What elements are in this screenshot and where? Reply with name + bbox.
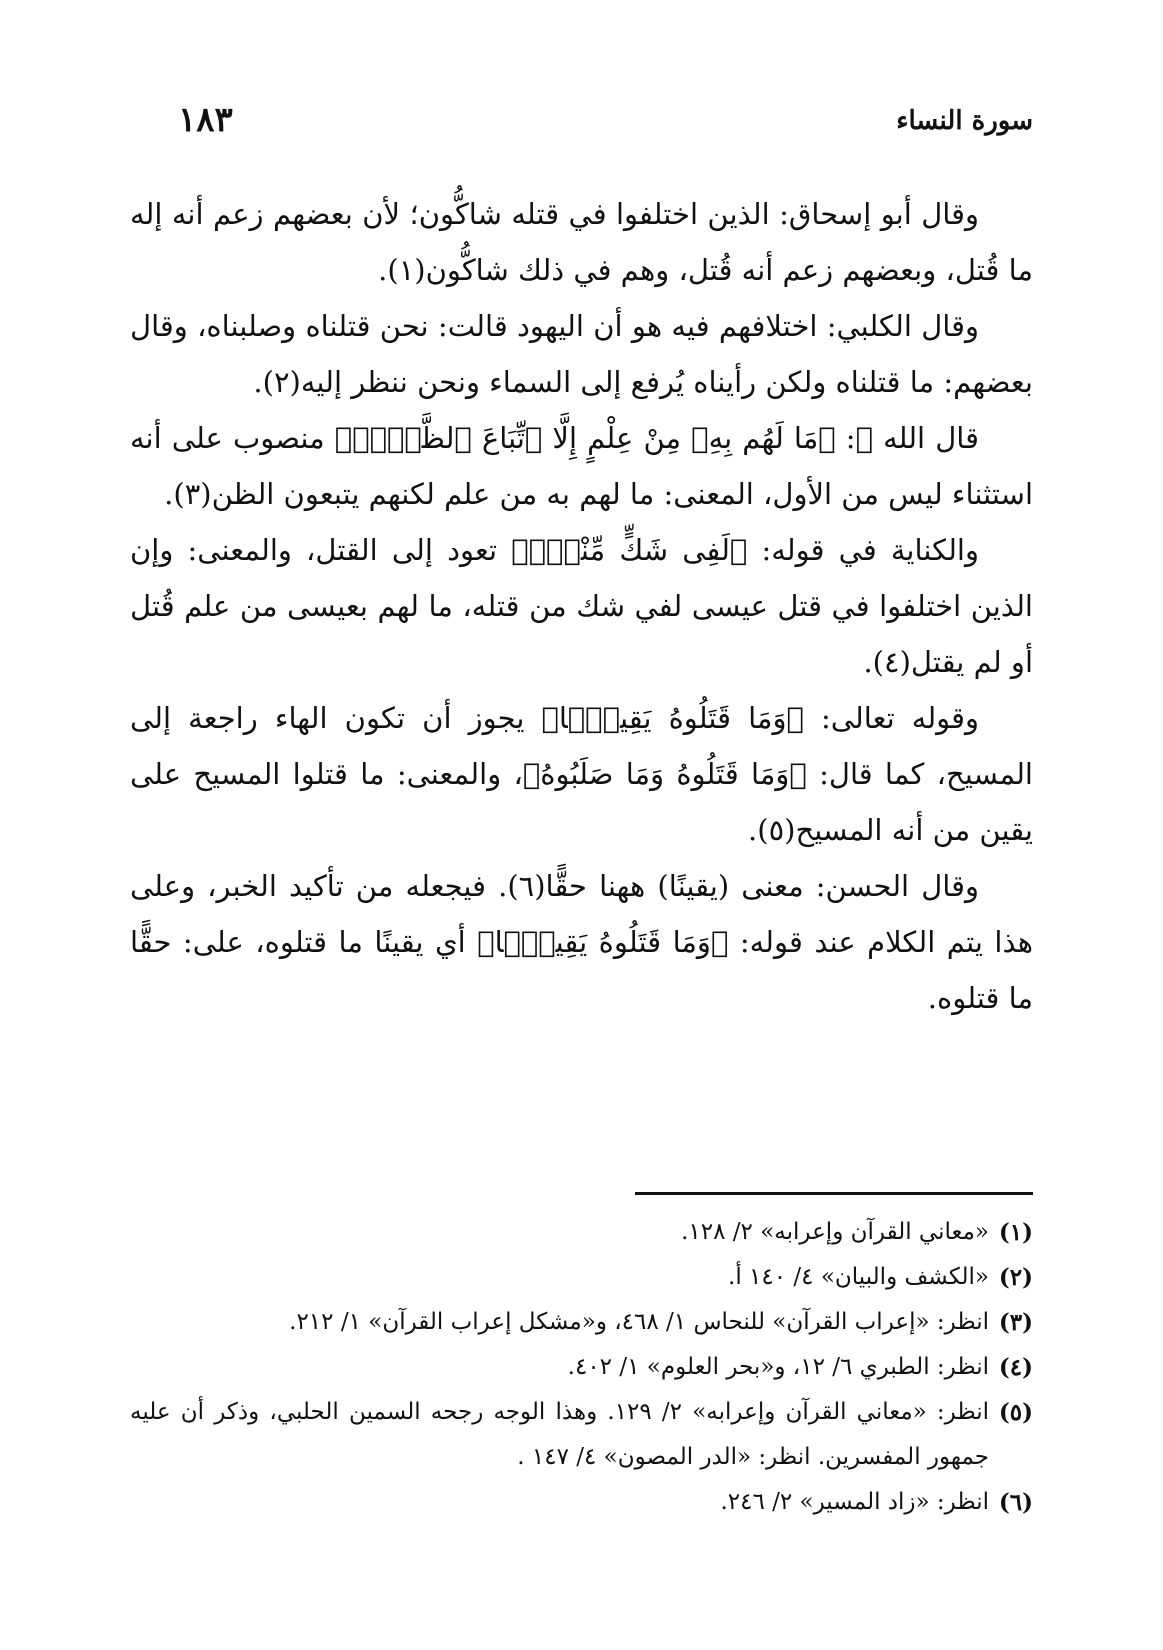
footnote [130,1480,1033,1525]
footnote-number: (١) [998,1219,1033,1246]
footnote-number: (٤) [998,1354,1033,1381]
footnote-number: (٣) [998,1309,1033,1336]
running-title: سورة النساء [896,106,1033,136]
footnote-text: انظر: «معاني القرآن وإعرابه» ٢/ ١٢٩. وهذا الوجه رجحه السمين الحلبي، وذكر أن عليه جمهور المفسرين. انظر: «الدر المصون» ٤/ ١٤٧ . [130,1399,990,1470]
main-text [130,186,1033,1026]
paragraph: وقال الحسن: معنى (يقينًا) ههنا حقًّا(٦). فيجعله من تأكيد الخبر، وعلى هذا يتم الكلام عند قوله: ﴿وَمَا قَتَلُوهُ يَقِينًۢا﴾ أي يقينًا ما قتلوه، على: حقًّا ما قتلوه. [130,869,1033,1015]
footnote-number: (٦) [998,1489,1033,1516]
footnote [130,1300,1033,1345]
footnote-divider [635,1192,1033,1195]
footnote-text: «الكشف والبيان» ٤/ ١٤٠ أ. [728,1264,989,1290]
footnote-number: (٢) [998,1264,1033,1291]
paragraph: قال الله ﷻ: ﴿مَا لَهُم بِهِۦ مِنْ عِلْمٍ إِلَّا ٱتِّبَاعَ ٱلظَّنِّۚ﴾ منصوب على أنه استثناء ليس من الأول، المعنى: ما لهم به من علم لكنهم يتبعون الظن(٣). [130,421,1033,511]
footnote-text: انظر: الطبري ٦/ ١٢، و«بحر العلوم» ١/ ٤٠٢. [567,1354,989,1380]
paragraph: وقال الكلبي: اختلافهم فيه هو أن اليهود قالت: نحن قتلناه وصلبناه، وقال بعضهم: ما قتلناه ولكن رأيناه يُرفع إلى السماء ونحن ننظر إليه(٢). [130,309,1033,399]
paragraph: وقوله تعالى: ﴿وَمَا قَتَلُوهُ يَقِينًۢا﴾ يجوز أن تكون الهاء راجعة إلى المسيح، كما قال: ﴿وَمَا قَتَلُوهُ وَمَا صَلَبُوهُ﴾، والمعنى: ما قتلوا المسيح على يقين من أنه المسيح(٥). [130,701,1033,847]
footnote-text: انظر: «زاد المسير» ٢/ ٢٤٦. [720,1489,989,1515]
footnote-text: انظر: «إعراب القرآن» للنحاس ١/ ٤٦٨، و«مشكل إعراب القرآن» ١/ ٢١٢. [289,1309,989,1335]
footnote [130,1210,1033,1255]
paragraph: والكناية في قوله: ﴿لَفِى شَكٍّ مِّنْهُۚ﴾ تعود إلى القتل، والمعنى: وإن الذين اختلفوا في قتل عيسى لفي شك من قتله، ما لهم بعيسى من علم قُتل أو لم يقتل(٤). [130,533,1033,679]
page-number: ١٨٣ [178,100,233,140]
footnote [130,1255,1033,1300]
footnote [130,1390,1033,1480]
paragraph: وقال أبو إسحاق: الذين اختلفوا في قتله شاكُّون؛ لأن بعضهم زعم أنه إله ما قُتل، وبعضهم زعم أنه قُتل، وهم في ذلك شاكُّون(١). [130,197,1033,287]
footnotes [130,1210,1033,1525]
page-header [130,96,1033,146]
footnote-number: (٥) [998,1399,1033,1426]
footnote [130,1345,1033,1390]
footnote-text: «معاني القرآن وإعرابه» ٢/ ١٢٨. [681,1219,989,1245]
